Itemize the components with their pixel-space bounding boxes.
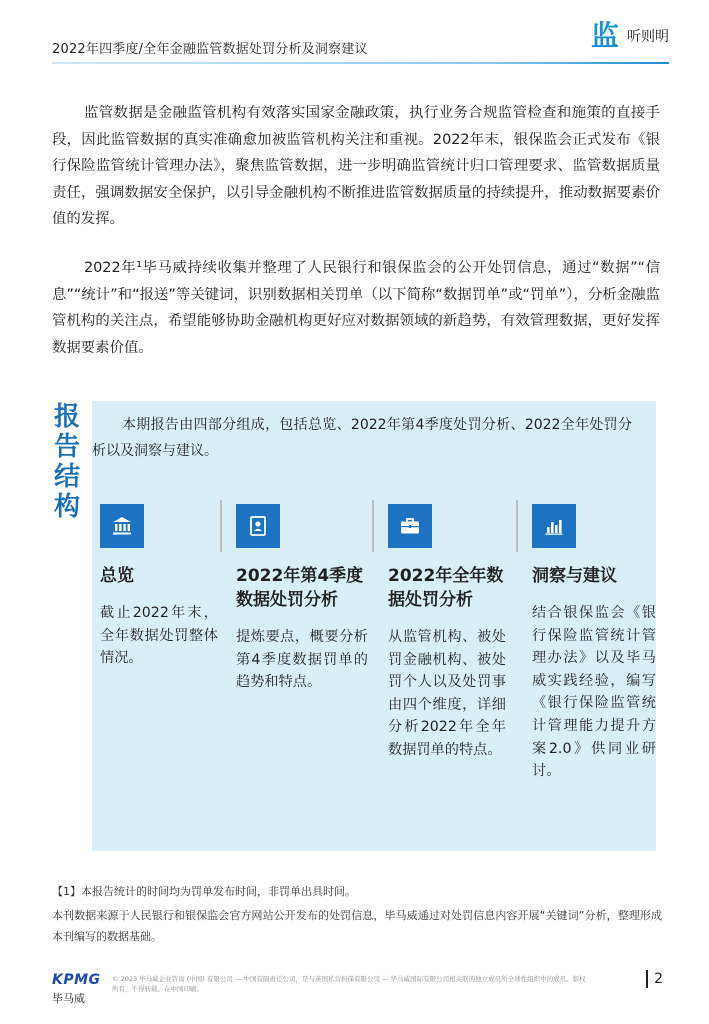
structure-column-insights xyxy=(532,500,656,783)
structure-column-q4-analysis xyxy=(236,500,368,694)
footnote-1: 【1】本报告统计的时间均为罚单发布时间，非罚单出具时间。 xyxy=(52,885,356,898)
column-divider xyxy=(372,500,374,552)
page-number: 2 xyxy=(646,970,663,988)
column-body: 结合银保监会《银行保险监管统计管理办法》以及毕马威实践经验，编写《银行保险监管统计管理能力提升方案2.0》供同业研讨。 xyxy=(532,605,656,780)
header-divider xyxy=(52,62,669,64)
brand-logo-icon: 监 xyxy=(590,19,619,52)
legal-notice: © 2023 毕马威企业咨询 (中国) 有限公司 — 中国有限责任公司，是与英国私营担保有限公司 — 毕马威国际有限公司相关联的独立成员所全球性组织中的成员。版权所有，不得转载。在中国印刷。 xyxy=(112,975,586,993)
bar-chart-icon xyxy=(532,504,576,548)
section-label-char: 结 xyxy=(53,462,80,492)
body-paragraph-2: 2022年¹毕马威持续收集并整理了人民银行和银保监会的公开处罚信息，通过“数据”“信息”“统计”和“报送”等关键词，识别数据相关罚单（以下简称“数据罚单”或“罚单”），分析金融监管机构的关注点，希望能够协助金融机构更好应对数据领域的新趋势，有效管理数据，更好发挥数据要素价值。 xyxy=(52,260,660,356)
column-title: 洞察与建议 xyxy=(532,566,617,586)
structure-intro-text: 本期报告由四部分组成，包括总览、2022年第4季度处罚分析、2022全年处罚分析以及洞察与建议。 xyxy=(92,417,632,459)
bank-building-icon xyxy=(100,504,144,548)
footnote-data-source: 本刊数据来源于人民银行和银保监会官方网站公开发布的处罚信息，毕马威通过对处罚信息内容开展“关键词”分析，整理形成本刊编写的数据基础。 xyxy=(52,909,662,943)
kpmg-logo xyxy=(52,972,101,1006)
column-title: 2022年全年数据处罚分析 xyxy=(388,566,504,610)
briefcase-icon xyxy=(388,504,432,548)
kpmg-logo-text: KPMG xyxy=(52,972,101,988)
document-person-icon xyxy=(236,504,280,548)
section-label-char: 告 xyxy=(53,432,80,462)
column-title: 2022年第4季度数据处罚分析 xyxy=(236,566,364,610)
column-body: 提炼要点，概要分析第4季度数据罚单的趋势和特点。 xyxy=(236,629,368,691)
section-label-char: 构 xyxy=(53,492,80,522)
column-body: 截止2022年末，全年数据处罚整体情况。 xyxy=(100,605,218,667)
header-title: 2022年四季度/全年金融监管数据处罚分析及洞察建议 xyxy=(52,42,368,57)
kpmg-logo-subtext: 毕马威 xyxy=(52,992,85,1005)
brand-name: 听则明 xyxy=(627,29,669,45)
column-title: 总览 xyxy=(100,566,134,586)
brand xyxy=(590,19,669,52)
section-label-report-structure xyxy=(52,402,82,522)
structure-intro xyxy=(92,412,632,464)
section-label-char: 报 xyxy=(53,402,80,432)
body-paragraph-1: 监管数据是金融监管机构有效落实国家金融政策，执行业务合规监管检查和施策的直接手段，因此监管数据的真实准确愈加被监管机构关注和重视。2022年末，银保监会正式发布《银行保险监管统计管理办法》，聚焦监管数据，进一步明确监管统计归口管理要求、监管数据质量责任，强调数据安全保护，以引导金融机构不断推进监管数据质量的持续提升，推动数据要素价值的发挥。 xyxy=(52,105,660,227)
column-body: 从监管机构、被处罚金融机构、被处罚个人以及处罚事由四个维度，详细分析2022年全年数据罚单的特点。 xyxy=(388,629,506,758)
structure-column-annual-analysis xyxy=(388,500,506,762)
column-divider xyxy=(516,500,518,552)
structure-column-overview xyxy=(100,500,228,670)
